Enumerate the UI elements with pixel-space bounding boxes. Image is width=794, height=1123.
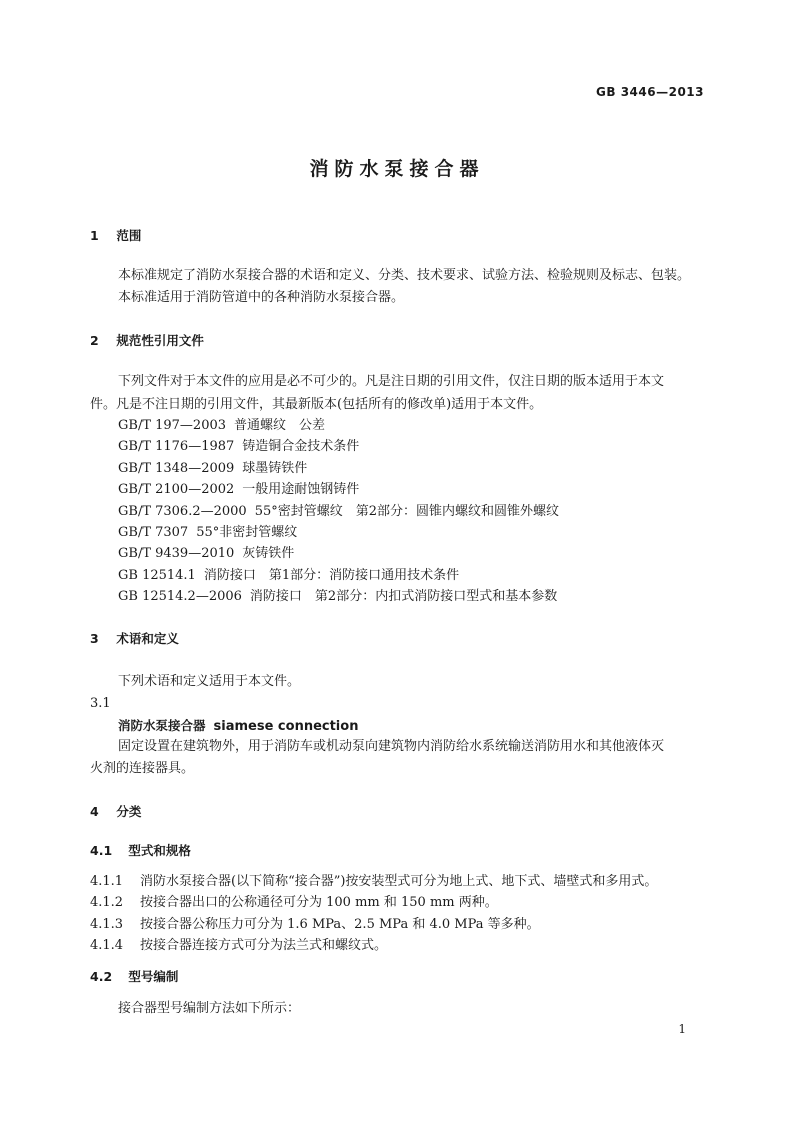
clause-number: 4.1.4 xyxy=(90,938,124,953)
section-title: 规范性引用文件 xyxy=(116,333,204,348)
term-entry xyxy=(118,716,358,737)
subsection-4-2-paragraph: 接合器型号编制方法如下所示： xyxy=(118,1001,301,1016)
clause-item xyxy=(90,915,540,935)
page-number: 1 xyxy=(678,1022,686,1036)
section-3-heading xyxy=(90,629,179,649)
reference-item xyxy=(118,523,305,543)
section-number: 1 xyxy=(90,228,99,243)
reference-item xyxy=(118,502,567,522)
reference-title: 灰铸铁件 xyxy=(242,546,295,561)
subsection-number: 4.1 xyxy=(90,843,113,858)
clause-number: 4.1.2 xyxy=(90,895,124,910)
reference-item xyxy=(118,416,333,436)
term-definition-line-2: 火剂的连接器具。 xyxy=(90,761,195,776)
term-chinese: 消防水泵接合器 xyxy=(118,718,206,733)
clause-item xyxy=(90,893,498,913)
clause-text: 按接合器出口的公称通径可分为 100 mm 和 150 mm 两种。 xyxy=(140,895,498,910)
standard-code: GB 3446—2013 xyxy=(596,85,704,99)
reference-code: GB 12514.1 xyxy=(118,568,196,583)
reference-code: GB/T 7306.2—2000 xyxy=(118,504,247,519)
reference-title: 普通螺纹 公差 xyxy=(234,418,326,433)
reference-title: 消防接口 第2部分：内扣式消防接口型式和基本参数 xyxy=(249,589,558,604)
section-1-paragraph-1: 本标准规定了消防水泵接合器的术语和定义、分类、技术要求、试验方法、检验规则及标志、包装。 xyxy=(118,268,691,283)
reference-code: GB/T 197—2003 xyxy=(118,418,227,433)
reference-item xyxy=(118,437,367,457)
section-2-intro-line-2: 件。凡是不注日期的引用文件，其最新版本(包括所有的修改单)适用于本文件。 xyxy=(90,397,543,412)
reference-title: 球墨铸铁件 xyxy=(242,461,308,476)
section-title: 分类 xyxy=(116,804,142,819)
reference-title: 铸造铜合金技术条件 xyxy=(242,439,360,454)
reference-title: 55°密封管螺纹 第2部分：圆锥内螺纹和圆锥外螺纹 xyxy=(254,504,560,519)
subsection-4-1-heading xyxy=(90,841,191,861)
subsection-4-2-heading xyxy=(90,967,178,987)
subsection-title: 型式和规格 xyxy=(128,843,191,858)
reference-code: GB/T 1176—1987 xyxy=(118,439,235,454)
reference-code: GB/T 7307 xyxy=(118,525,189,540)
reference-code: GB/T 1348—2009 xyxy=(118,461,235,476)
section-1-paragraph-2: 本标准适用于消防管道中的各种消防水泵接合器。 xyxy=(118,290,405,305)
section-2-intro-line-1: 下列文件对于本文件的应用是必不可少的。凡是注日期的引用文件，仅注日期的版本适用于本文 xyxy=(118,374,665,389)
section-number: 2 xyxy=(90,333,99,348)
document-title: 消防水泵接合器 xyxy=(309,158,485,180)
section-1-heading xyxy=(90,226,141,246)
reference-item xyxy=(118,566,467,586)
reference-title: 一般用途耐蚀钢铸件 xyxy=(242,482,360,497)
term-definition-line-1: 固定设置在建筑物外，用于消防车或机动泵向建筑物内消防给水系统输送消防用水和其他液体灭 xyxy=(118,739,665,754)
term-english: siamese connection xyxy=(213,719,359,734)
clause-number: 4.1.3 xyxy=(90,917,124,932)
reference-code: GB 12514.2—2006 xyxy=(118,589,242,604)
section-title: 范围 xyxy=(116,228,142,243)
clause-text: 按接合器公称压力可分为 1.6 MPa、2.5 MPa 和 4.0 MPa 等多种。 xyxy=(140,917,540,932)
section-number: 3 xyxy=(90,631,99,646)
subsection-number: 4.2 xyxy=(90,969,113,984)
reference-title: 55°非密封管螺纹 xyxy=(196,525,298,540)
clause-item xyxy=(90,872,657,892)
clause-text: 按接合器连接方式可分为法兰式和螺纹式。 xyxy=(140,938,388,953)
reference-item xyxy=(118,459,315,479)
reference-code: GB/T 2100—2002 xyxy=(118,482,235,497)
reference-code: GB/T 9439—2010 xyxy=(118,546,235,561)
reference-item xyxy=(118,480,367,500)
section-2-heading xyxy=(90,331,204,351)
term-number: 3.1 xyxy=(90,696,111,711)
section-4-heading xyxy=(90,802,141,822)
section-3-intro: 下列术语和定义适用于本文件。 xyxy=(118,674,301,689)
subsection-title: 型号编制 xyxy=(128,969,179,984)
reference-item xyxy=(118,544,302,564)
section-title: 术语和定义 xyxy=(116,631,179,646)
section-number: 4 xyxy=(90,804,99,819)
clause-item xyxy=(90,936,387,956)
reference-title: 消防接口 第1部分：消防接口通用技术条件 xyxy=(203,568,460,583)
clause-number: 4.1.1 xyxy=(90,874,124,889)
clause-text: 消防水泵接合器(以下简称“接合器”)按安装型式可分为地上式、地下式、墙壁式和多用式。 xyxy=(140,874,658,889)
reference-item xyxy=(118,587,565,607)
